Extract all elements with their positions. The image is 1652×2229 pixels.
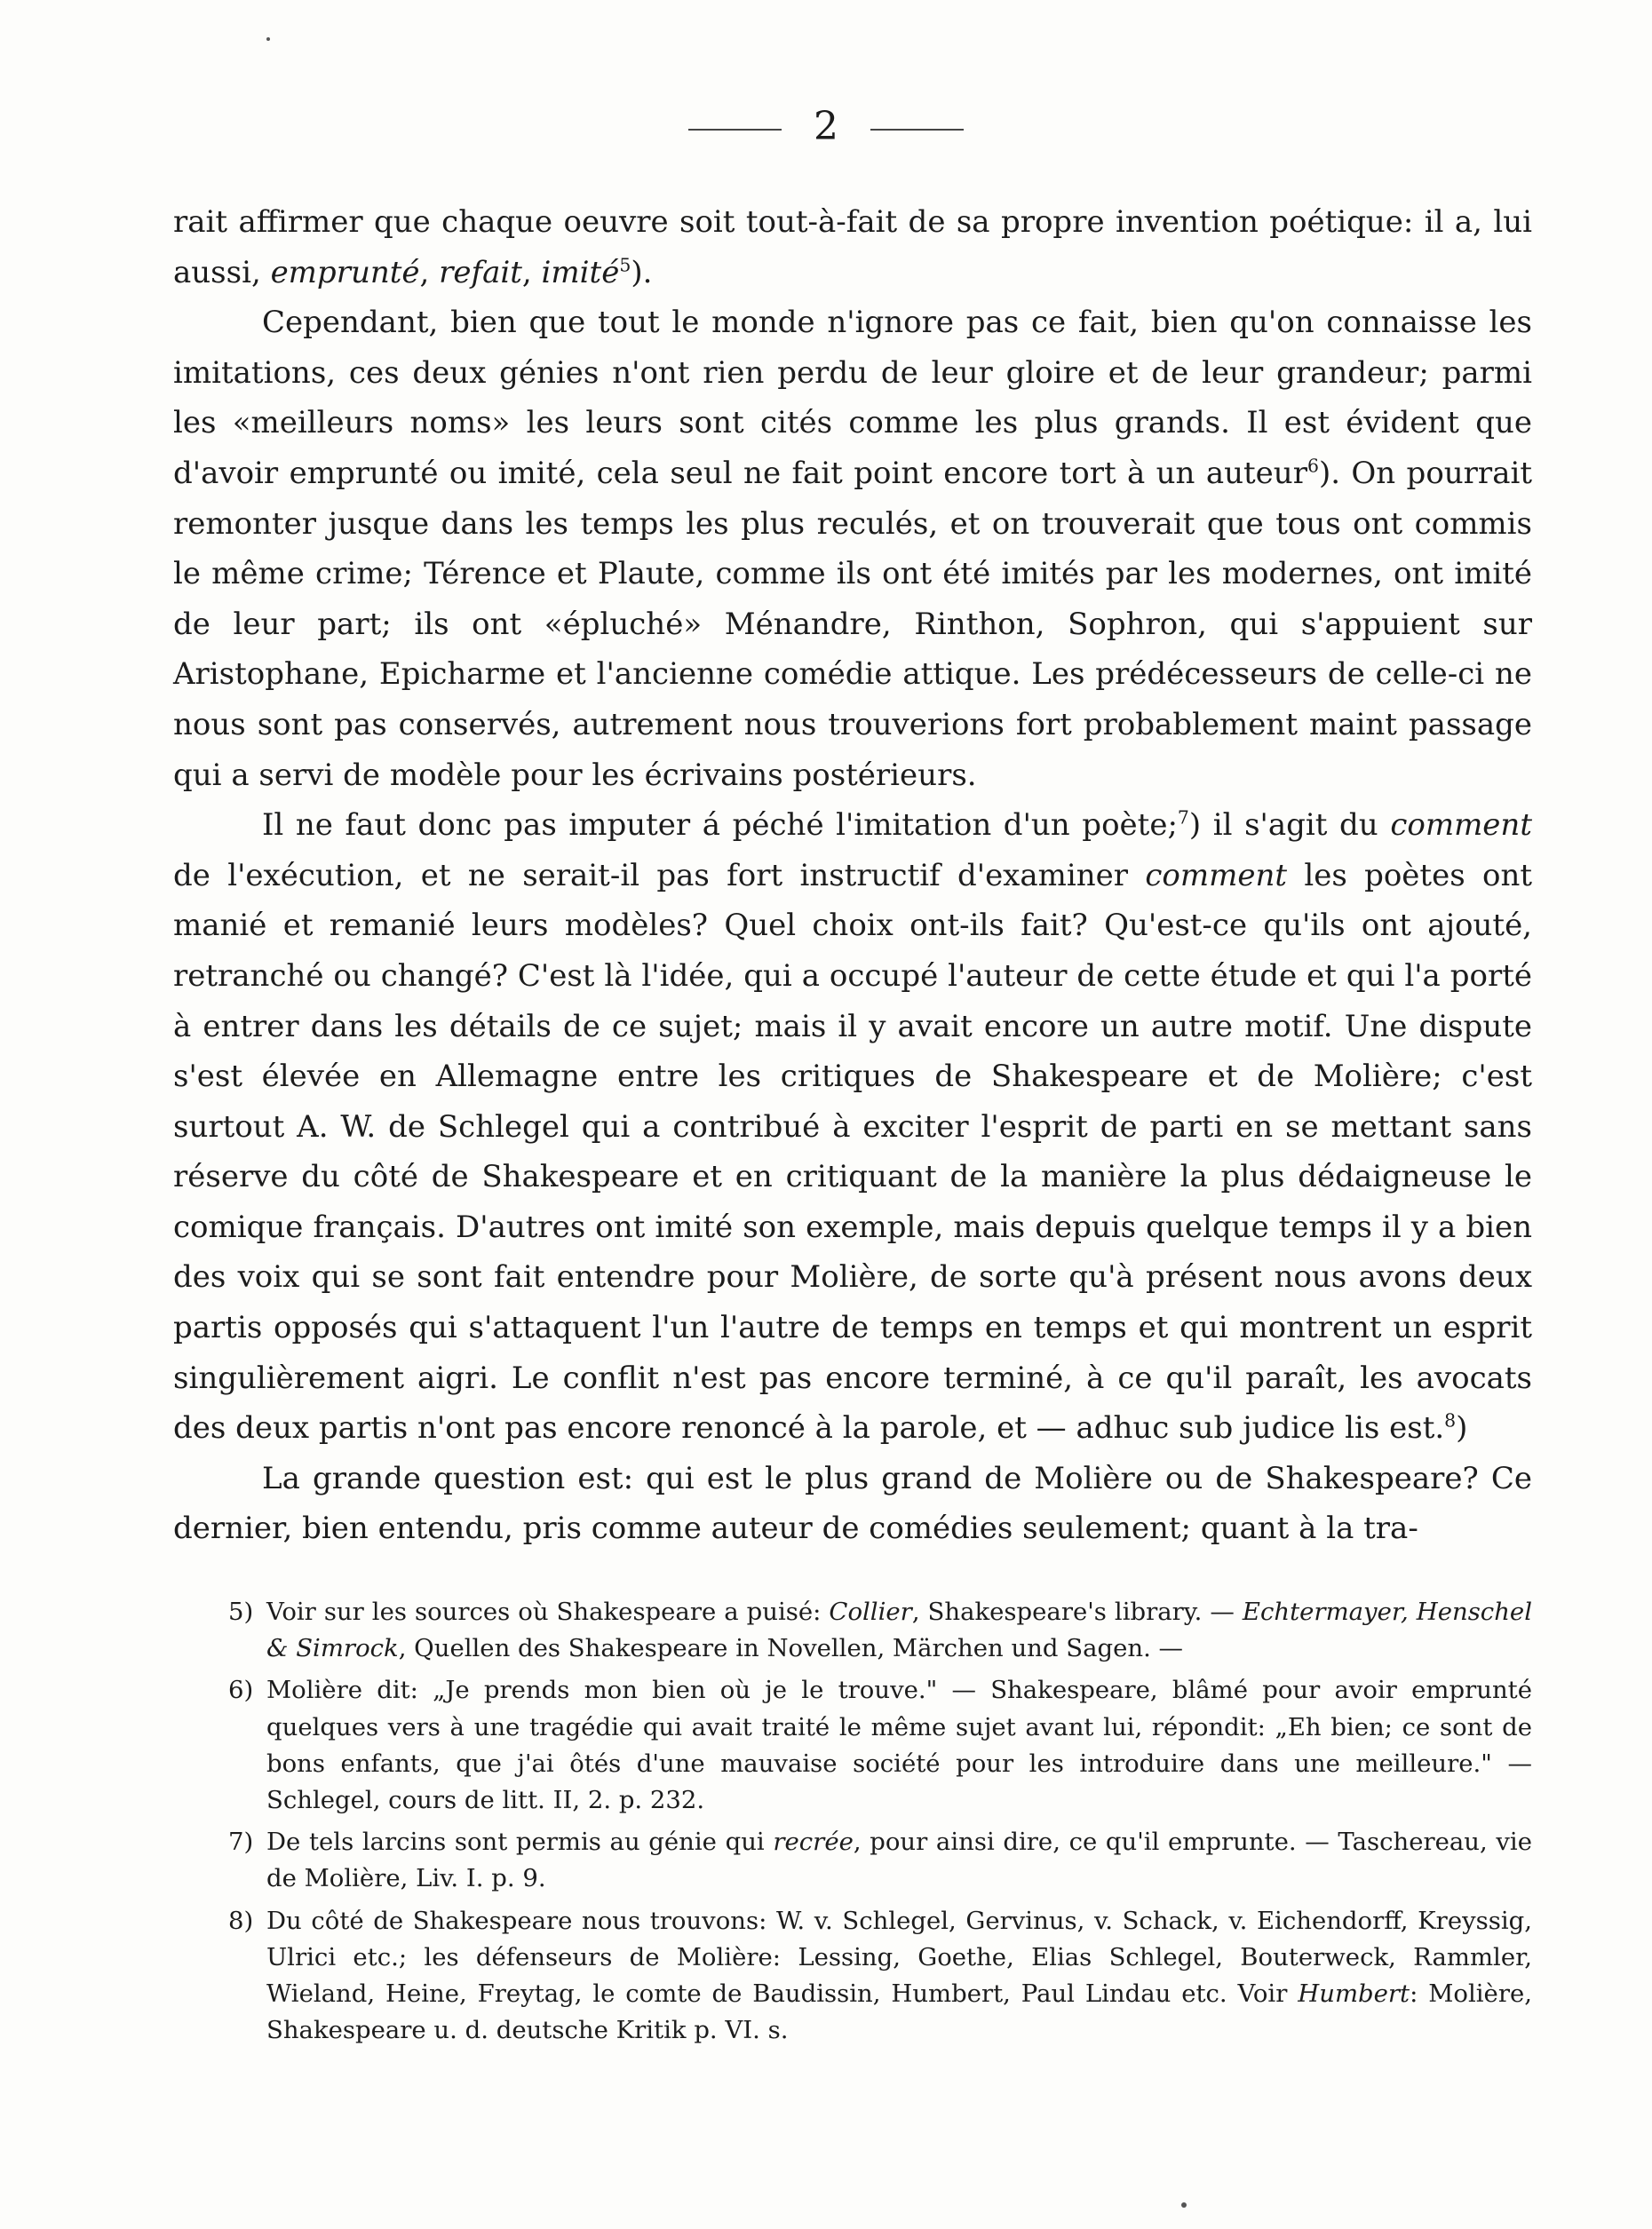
text-span: : Molière, Shakespeare u. d. deutsche Kritik p. VI. s.: [266, 1979, 1532, 2045]
main-text: [173, 197, 1532, 1554]
text-span: , Shakespeare's library. —: [911, 1598, 1243, 1626]
italic-span: Echtermayer, Henschel & Simrock: [266, 1598, 1532, 1663]
text-span: , pour ainsi dire, ce qu'il emprunte. — Taschereau, vie de Molière, Liv. I. p. 9.: [266, 1828, 1532, 1893]
italic-span: refait: [439, 254, 522, 290]
text-span: , Quellen des Shakespeare in Novellen, Märchen und Sagen. —: [398, 1634, 1184, 1663]
footnote-5: [173, 1594, 1532, 1667]
footnote-6: [173, 1672, 1532, 1819]
text-span: Cependant, bien que tout le monde n'ignore pas ce fait, bien qu'on connaisse les imitations, ces deux génies n'ont rien perdu de leur gloire et de leur grandeur; parmi les «meilleurs noms» les leurs sont cités comme les plus grands. Il est évident que d'avoir emprunté ou imité, cela seul ne fait point encore tort à un auteur: [173, 305, 1532, 491]
text-span: ).: [631, 254, 653, 290]
italic-span: comment: [1145, 857, 1288, 893]
footnote-ref: 7: [1177, 806, 1189, 829]
footnote-ref: 8: [1444, 1409, 1457, 1432]
text-span: Voir sur les sources où Shakespeare a puisé:: [266, 1598, 830, 1626]
footnotes: [173, 1594, 1532, 2054]
footnote-7: [173, 1824, 1532, 1897]
text-span: ): [1456, 1410, 1468, 1447]
footnote-marker: 8): [228, 1906, 254, 1935]
text-span: Il ne faut donc pas imputer á péché l'imitation d'un poète;: [262, 807, 1178, 844]
footnote-marker: 6): [228, 1676, 254, 1705]
italic-span: comment: [1390, 807, 1532, 844]
footnote-ref: 5: [619, 254, 631, 276]
italic-span: Humbert: [1298, 1979, 1410, 2009]
paragraph-1: [173, 197, 1532, 297]
header-right-rule: [870, 129, 964, 131]
text-span: Molière dit: „Je prends mon bien où je le trouve." — Shakespeare, blâmé pour avoir emprunté quelques vers à une tragédie qui avait traité le même sujet avant lui, répondit: „Eh bien; ce sont de bons enfants, que j'ai ôtés d'une mauvaise société pour les introduire dans une meilleure." — Schlegel, cours de litt. II, 2. p. 232.: [266, 1676, 1532, 1815]
text-span: ,: [419, 254, 440, 290]
paragraph-3: [173, 800, 1532, 1454]
paragraph-4: [173, 1454, 1532, 1554]
text-span: de l'exécution, et ne serait-il pas fort instructif d'examiner: [173, 857, 1146, 893]
footnote-ref: 6: [1307, 455, 1319, 477]
footnote-marker: 5): [228, 1598, 254, 1626]
paper-speck: [266, 37, 270, 41]
text-span: ,: [521, 254, 542, 290]
page-number: 2: [814, 104, 838, 149]
page-header: [0, 105, 1652, 149]
text-span: Du côté de Shakespeare nous trouvons: W. v. Schlegel, Gervinus, v. Schack, v. Eichendorff, Kreyssig, Ulrici etc.; les défenseurs de Molière: Lessing, Goethe, Elias Schlegel, Bouterweck, Rammler, Wieland, Heine, Freytag, le comte de Baudissin, Humbert, Paul Lindau etc. Voir: [266, 1906, 1532, 2009]
text-span: ) il s'agit du: [1188, 807, 1391, 844]
text-span: rait affirmer que chaque oeuvre soit tout-à-fait de sa propre invention poétique: il a, lui aussi,: [173, 204, 1532, 290]
header-left-rule: [688, 129, 782, 131]
text-span: les poètes ont manié et remanié leurs modèles? Quel choix ont-ils fait? Qu'est-ce qu'ils ont ajouté, retranché ou changé? C'est là l'idée, qui a occupé l'auteur de cette étude et qui l'a porté à entrer dans les détails de ce sujet; mais il y avait encore un autre motif. Une dispute s'est élevée en Allemagne entre les critiques de Shakespeare et de Molière; c'est surtout A. W. de Schlegel qui a contribué à exciter l'esprit de parti en se mettant sans réserve du côté de Shakespeare et en critiquant de la manière la plus dédaigneuse le comique français. D'autres ont imité son exemple, mais depuis quelque temps il y a bien des voix qui se sont fait entendre pour Molière, de sorte qu'à présent nous avons deux partis opposés qui s'attaquent l'un l'autre de temps en temps et qui montrent un esprit singulièrement aigri. Le conflit n'est pas encore terminé, à ce qu'il paraît, les avocats des deux partis n'ont pas encore renoncé à la parole, et — adhuc sub judice lis est.: [173, 857, 1532, 1447]
italic-span: imité: [541, 254, 620, 290]
paper-speck: [1181, 2202, 1187, 2208]
italic-span: emprunté: [270, 254, 420, 290]
footnote-marker: 7): [228, 1828, 254, 1857]
text-span: ). On pourrait remonter jusque dans les temps les plus reculés, et on trouverait que tous ont commis le même crime; Térence et Plaute, comme ils ont été imités par les modernes, ont imité de leur part; ils ont «épluché» Ménandre, Rinthon, Sophron, qui s'appuient sur Aristophane, Epicharme et l'ancienne comédie attique. Les prédécesseurs de celle-ci ne nous sont pas conservés, autrement nous trouverions fort probablement maint passage qui a servi de modèle pour les écrivains postérieurs.: [173, 455, 1532, 793]
text-span: La grande question est: qui est le plus grand de Molière ou de Shakespeare? Ce dernier, bien entendu, pris comme auteur de comédies seulement; quant à la tra-: [173, 1460, 1532, 1547]
paragraph-2: [173, 297, 1532, 800]
text-span: De tels larcins sont permis au génie qui: [266, 1828, 774, 1857]
italic-span: recrée: [773, 1828, 854, 1857]
italic-span: Collier: [829, 1598, 912, 1626]
footnote-8: [173, 1903, 1532, 2050]
